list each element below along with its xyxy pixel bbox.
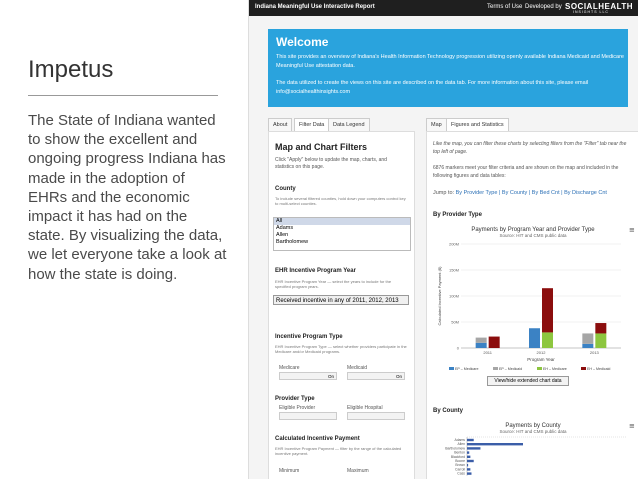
provider-type-chart	[431, 224, 635, 386]
maximum-label: Maximum	[347, 468, 369, 474]
legend-swatch	[449, 367, 454, 370]
y-axis-label: Calculated Incentive Payment ($)	[437, 266, 442, 326]
legend-entry: EP – Medicaid	[499, 367, 523, 371]
filters-intro: Click "Apply" below to update the map, charts, and statistics on this page.	[275, 157, 387, 170]
slide-title: Impetus	[28, 56, 114, 83]
legend-swatch	[537, 367, 542, 370]
legend-swatch	[493, 367, 498, 370]
chart-menu-icon: ≡	[629, 226, 635, 234]
legend-swatch	[581, 367, 586, 370]
category-label: Adams	[454, 438, 465, 442]
tab-filter-data[interactable]: Filter Data	[294, 118, 329, 132]
program-year-help: EHR Incentive Program Year — select the years to include for the specified program years.	[275, 279, 392, 289]
legend-entry: EH – Medicare	[543, 367, 567, 371]
y-tick-label: 50M	[451, 319, 459, 325]
county-chart	[431, 420, 635, 478]
bar	[582, 333, 593, 343]
match-count-text: 6876 markers meet your filter criteria and are shown on the map and included in the following figures and data tables:	[433, 165, 619, 179]
county-option[interactable]: All	[274, 218, 410, 225]
bar	[467, 447, 480, 449]
category-label: Blackford	[450, 454, 465, 459]
category-label: Carroll	[455, 467, 465, 472]
slide-text-panel	[0, 0, 245, 479]
calc-payment-help: EHR Incentive Program Payment — filter by the range of the calculated incentive payment.	[275, 446, 402, 456]
calc-payment-label: Calculated Incentive Payment	[275, 436, 360, 442]
county-label: County	[275, 186, 296, 192]
bar	[467, 443, 523, 445]
county-help: To include several filtered counties, hold down your computers control key to multi-select counties.	[275, 196, 406, 206]
bar	[467, 439, 474, 441]
tab-data-legend[interactable]: Data Legend	[328, 118, 370, 132]
tab-about[interactable]: About	[268, 118, 292, 132]
category-label: Brown	[455, 463, 465, 468]
category-label: Bartholomew	[445, 446, 465, 451]
toggle-extended-data-button[interactable]: View/hide extended chart data	[487, 376, 569, 386]
welcome-text: This site provides an overview of Indiana's Health Information Technology progression utilizing openly available Indiana Medicaid and Medicare Meaningful Use attestation data.	[276, 54, 624, 69]
tab-figures[interactable]: Figures and Statistics	[446, 118, 509, 132]
legend-entry: EH – Medicaid	[587, 367, 611, 371]
program-year-label: EHR Incentive Program Year	[275, 268, 356, 274]
program-year-select[interactable]: Received incentive in any of 2011, 2012, 2013	[273, 295, 409, 305]
jump-bed-count[interactable]: By Bed Cnt	[531, 190, 560, 196]
bar	[467, 451, 469, 453]
developed-by-label: Developed by	[525, 4, 562, 10]
y-tick-label: 150M	[448, 267, 459, 273]
jump-links: Jump to: By Provider Type | By County | By Bed Cnt | By Discharge Cnt	[433, 190, 607, 196]
y-tick-label: 200M	[448, 241, 459, 247]
slide-body: The State of Indiana wanted to show the excellent and ongoing progress Indiana has made in the adoption of EHRs and the economic impact it has had on the state. By visualizing the data, we let everyone take a look at how the state is doing.	[28, 112, 227, 283]
x-axis-label: Program Year	[527, 357, 555, 362]
bar	[595, 333, 606, 348]
provider-type-section: By Provider Type	[433, 212, 482, 218]
bar	[476, 338, 487, 343]
left-tabs	[268, 118, 428, 132]
filters-heading: Map and Chart Filters	[275, 142, 368, 152]
minimum-label: Minimum	[279, 468, 300, 474]
bar	[467, 468, 470, 470]
figures-intro: Like the map, you can filter these charts by selecting filters from the "Filter" tab near the top left of page.	[433, 141, 627, 155]
legend-entry: EP – Medicare	[455, 367, 479, 371]
county-option[interactable]: Allen	[276, 232, 289, 238]
bar	[595, 323, 606, 333]
welcome-contact-text: The data utilized to create the views on this site are described on the data tab. For more information about this site, please email info@socialhealthinsights.com	[276, 80, 589, 95]
chart-menu-icon: ≡	[629, 422, 635, 430]
chart-subtitle: Source: HIT and CMS public data	[499, 233, 567, 238]
medicare-label: Medicare	[279, 365, 300, 371]
category-label: Boone	[455, 459, 465, 463]
category-label: Allen	[457, 442, 465, 447]
chart-title: Payments by County	[505, 423, 561, 429]
bar	[529, 328, 540, 348]
jump-provider-type[interactable]: By Provider Type	[455, 190, 498, 196]
jump-label: Jump to:	[433, 190, 455, 196]
eligible-hospital-label: Eligible Hospital	[347, 405, 383, 411]
category-label: Cass	[457, 471, 465, 476]
bar	[476, 343, 487, 348]
bar	[542, 288, 553, 332]
provider-type-label: Provider Type	[275, 396, 315, 402]
socialhealth-logo-sub: INSIGHTS LLC	[573, 10, 609, 14]
bar	[467, 464, 468, 466]
county-section: By County	[433, 408, 463, 414]
jump-discharge-count[interactable]: By Discharge Cnt	[564, 190, 607, 196]
bar	[467, 460, 474, 462]
bar	[542, 332, 553, 348]
program-type-label: Incentive Program Type	[275, 334, 343, 340]
eligible-provider-toggle[interactable]	[279, 412, 337, 420]
jump-county[interactable]: By County	[501, 190, 528, 196]
program-type-help: EHR Incentive Program Type — select whether providers participate in the Medicare and/or Medicaid programs.	[275, 344, 407, 354]
title-divider	[28, 95, 218, 96]
right-tabs	[426, 118, 626, 132]
bar	[467, 456, 470, 458]
x-tick-label: 2011	[483, 350, 492, 355]
x-tick-label: 2012	[536, 350, 546, 355]
socialhealth-logo: SOCIALHEALTH	[565, 2, 634, 11]
welcome-heading: Welcome	[276, 35, 329, 49]
medicare-toggle[interactable]: On	[279, 372, 337, 380]
county-option[interactable]: Bartholomew	[276, 239, 309, 245]
report-topbar	[249, 0, 638, 16]
bar	[582, 344, 593, 348]
county-select[interactable]	[273, 217, 411, 251]
report-screenshot	[248, 0, 638, 479]
county-option[interactable]: Adams	[276, 225, 294, 231]
y-tick-label: 100M	[448, 293, 459, 299]
medicaid-label: Medicaid	[347, 365, 368, 371]
bar	[489, 337, 500, 348]
welcome-banner	[268, 29, 628, 107]
figures-panel	[426, 131, 638, 479]
eligible-hospital-toggle[interactable]	[347, 412, 405, 420]
category-label: Benton	[454, 450, 465, 455]
bar	[467, 472, 471, 474]
eligible-provider-label: Eligible Provider	[279, 405, 316, 411]
terms-link[interactable]: Terms of Use	[487, 4, 523, 10]
medicaid-toggle[interactable]: On	[347, 372, 405, 380]
tab-map[interactable]: Map	[426, 118, 447, 132]
report-title[interactable]: Indiana Meaningful Use Interactive Report	[255, 4, 375, 10]
chart-title: Payments by Program Year and Provider Type	[471, 227, 595, 233]
chart-subtitle: Source: HIT and CMS public data	[499, 429, 567, 434]
x-tick-label: 2013	[589, 350, 599, 355]
y-tick-label: 0	[456, 345, 459, 351]
